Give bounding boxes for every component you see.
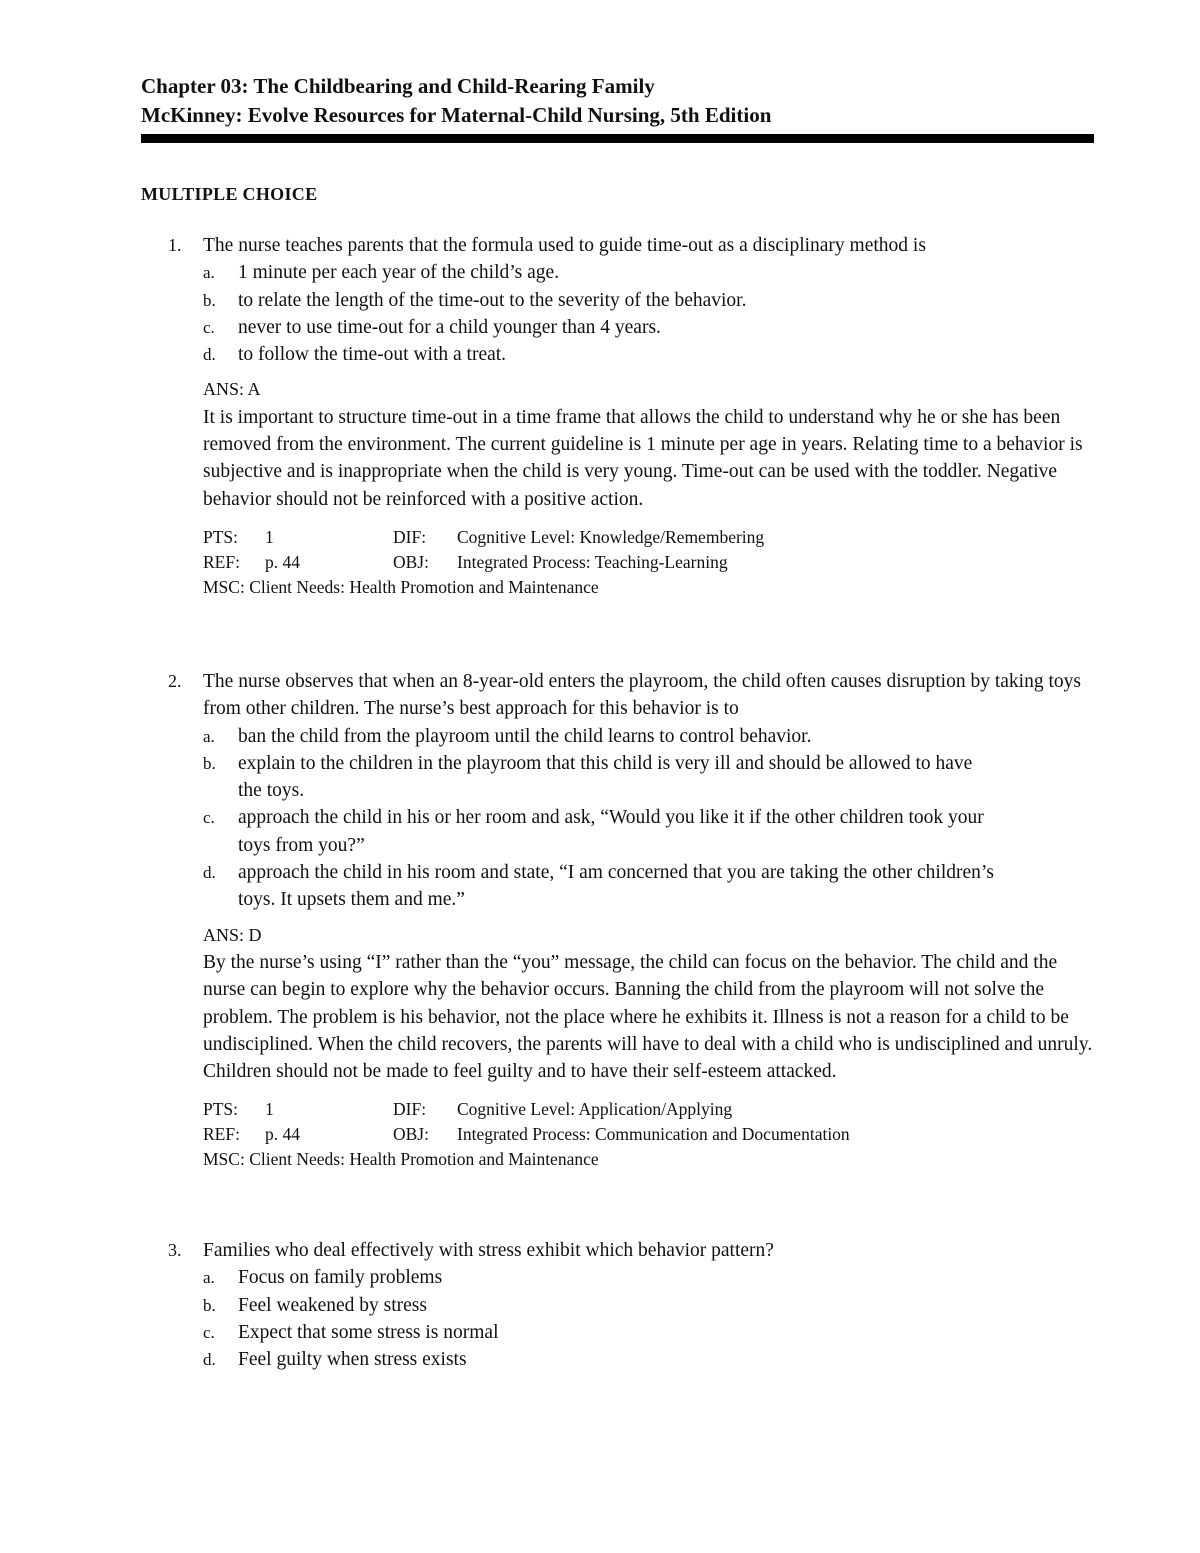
question-1 bbox=[141, 232, 1101, 600]
option-b bbox=[141, 1292, 1101, 1319]
option-letter: d. bbox=[203, 863, 216, 883]
header-rule bbox=[141, 134, 1094, 143]
obj-value: Integrated Process: Teaching-Learning bbox=[457, 551, 728, 572]
option-a bbox=[141, 259, 1101, 286]
msc-line: MSC: Client Needs: Health Promotion and Maintenance bbox=[203, 1149, 599, 1170]
option-b bbox=[141, 750, 1101, 805]
question-2 bbox=[141, 668, 1101, 1172]
dif-value: Cognitive Level: Application/Applying bbox=[457, 1099, 733, 1120]
option-text: to follow the time-out with a treat. bbox=[238, 344, 507, 366]
option-letter: c. bbox=[203, 808, 215, 828]
option-letter: b. bbox=[203, 1295, 216, 1315]
ref-label: REF: bbox=[203, 551, 240, 572]
ref-value: p. 44 bbox=[265, 1124, 300, 1145]
option-text: explain to the children in the playroom that this child is very ill and should be allowed to have the toys. bbox=[238, 752, 973, 802]
question-stem-text: The nurse teaches parents that the formula used to guide time-out as a disciplinary method is bbox=[203, 235, 926, 256]
option-letter: d. bbox=[203, 1350, 216, 1370]
ref-label: REF: bbox=[203, 1124, 240, 1145]
option-text: Focus on family problems bbox=[238, 1267, 443, 1289]
option-d bbox=[141, 1346, 1101, 1373]
obj-label: OBJ: bbox=[393, 1124, 429, 1145]
option-text: approach the child in his or her room and ask, “Would you like it if the other children took your toys from you?” bbox=[238, 807, 984, 856]
question-stem bbox=[141, 232, 1101, 259]
option-c bbox=[141, 1319, 1101, 1346]
question-3 bbox=[141, 1237, 1101, 1373]
pts-label: PTS: bbox=[203, 1099, 239, 1120]
section-title: MULTIPLE CHOICE bbox=[141, 184, 318, 204]
option-b bbox=[141, 287, 1101, 314]
book-title: McKinney: Evolve Resources for Maternal-Child Nursing, 5th Edition bbox=[141, 103, 772, 127]
dif-label: DIF: bbox=[393, 1099, 427, 1120]
option-text: approach the child in his room and state, “I am concerned that you are taking the other children’s toys. It upsets them and me.” bbox=[238, 862, 994, 911]
option-letter: a. bbox=[203, 263, 215, 283]
option-letter: b. bbox=[203, 290, 216, 310]
chapter-title: Chapter 03: The Childbearing and Child-Rearing Family bbox=[141, 74, 655, 98]
option-a bbox=[141, 723, 1101, 750]
option-text: 1 minute per each year of the child’s age. bbox=[238, 262, 560, 284]
option-letter: d. bbox=[203, 345, 216, 365]
obj-value: Integrated Process: Communication and Documentation bbox=[457, 1124, 850, 1145]
option-letter: c. bbox=[203, 1322, 215, 1342]
option-text: Feel weakened by stress bbox=[238, 1294, 427, 1316]
question-stem-text: Families who deal effectively with stress exhibit which behavior pattern? bbox=[203, 1240, 774, 1261]
obj-label: OBJ: bbox=[393, 551, 429, 572]
option-a bbox=[141, 1264, 1101, 1291]
option-letter: a. bbox=[203, 726, 215, 746]
option-letter: a. bbox=[203, 1268, 215, 1288]
question-stem-text: The nurse observes that when an 8-year-old enters the playroom, the child often causes disruption by taking toys from other children. The nurse’s best approach for this behavior is to bbox=[203, 671, 1081, 720]
pts-value: 1 bbox=[265, 526, 274, 547]
dif-label: DIF: bbox=[393, 526, 427, 547]
document-header bbox=[141, 72, 1094, 143]
option-text: never to use time-out for a child younger than 4 years. bbox=[238, 316, 661, 338]
option-c bbox=[141, 314, 1101, 341]
question-metadata bbox=[203, 525, 1101, 600]
question-stem bbox=[141, 1237, 1101, 1264]
option-letter: c. bbox=[203, 317, 215, 337]
rationale: By the nurse’s using “I” rather than the “you” message, the child can focus on the behavior. The child and the nurse can begin to explore why the behavior occurs. Banning the child from the playroom will not solve the problem. The problem is his behavior, not the place where he exhibits it. Illness is not a reason for a child to be undisciplined. When the child recovers, the parents will have to deal with a child who is undisciplined and unruly. Children should not be made to feel guilty and to have their self-esteem attacked. bbox=[203, 951, 1093, 1083]
option-letter: b. bbox=[203, 753, 216, 773]
question-number: 3. bbox=[168, 1240, 182, 1260]
answer-key: ANS: A bbox=[203, 379, 261, 400]
pts-value: 1 bbox=[265, 1099, 274, 1120]
msc-line: MSC: Client Needs: Health Promotion and Maintenance bbox=[203, 576, 599, 597]
option-text: Expect that some stress is normal bbox=[238, 1321, 499, 1343]
question-stem bbox=[141, 668, 1101, 723]
option-d bbox=[141, 859, 1101, 914]
option-c bbox=[141, 804, 1101, 859]
option-d bbox=[141, 341, 1101, 368]
option-text: ban the child from the playroom until the child learns to control behavior. bbox=[238, 725, 812, 747]
question-number: 2. bbox=[168, 671, 182, 691]
option-text: to relate the length of the time-out to the severity of the behavior. bbox=[238, 289, 747, 311]
option-text: Feel guilty when stress exists bbox=[238, 1349, 467, 1371]
dif-value: Cognitive Level: Knowledge/Remembering bbox=[457, 526, 765, 547]
rationale: It is important to structure time-out in a time frame that allows the child to understand why he or she has been removed from the environment. The current guideline is 1 minute per age in years. Relating time to a behavior is subjective and is inappropriate when the child is very young. Time-out can be used with the toddler. Negative behavior should not be reinforced with a positive action. bbox=[203, 406, 1083, 510]
answer-key: ANS: D bbox=[203, 924, 262, 945]
ref-value: p. 44 bbox=[265, 551, 300, 572]
question-metadata bbox=[203, 1097, 1101, 1172]
question-number: 1. bbox=[168, 235, 182, 255]
pts-label: PTS: bbox=[203, 526, 239, 547]
